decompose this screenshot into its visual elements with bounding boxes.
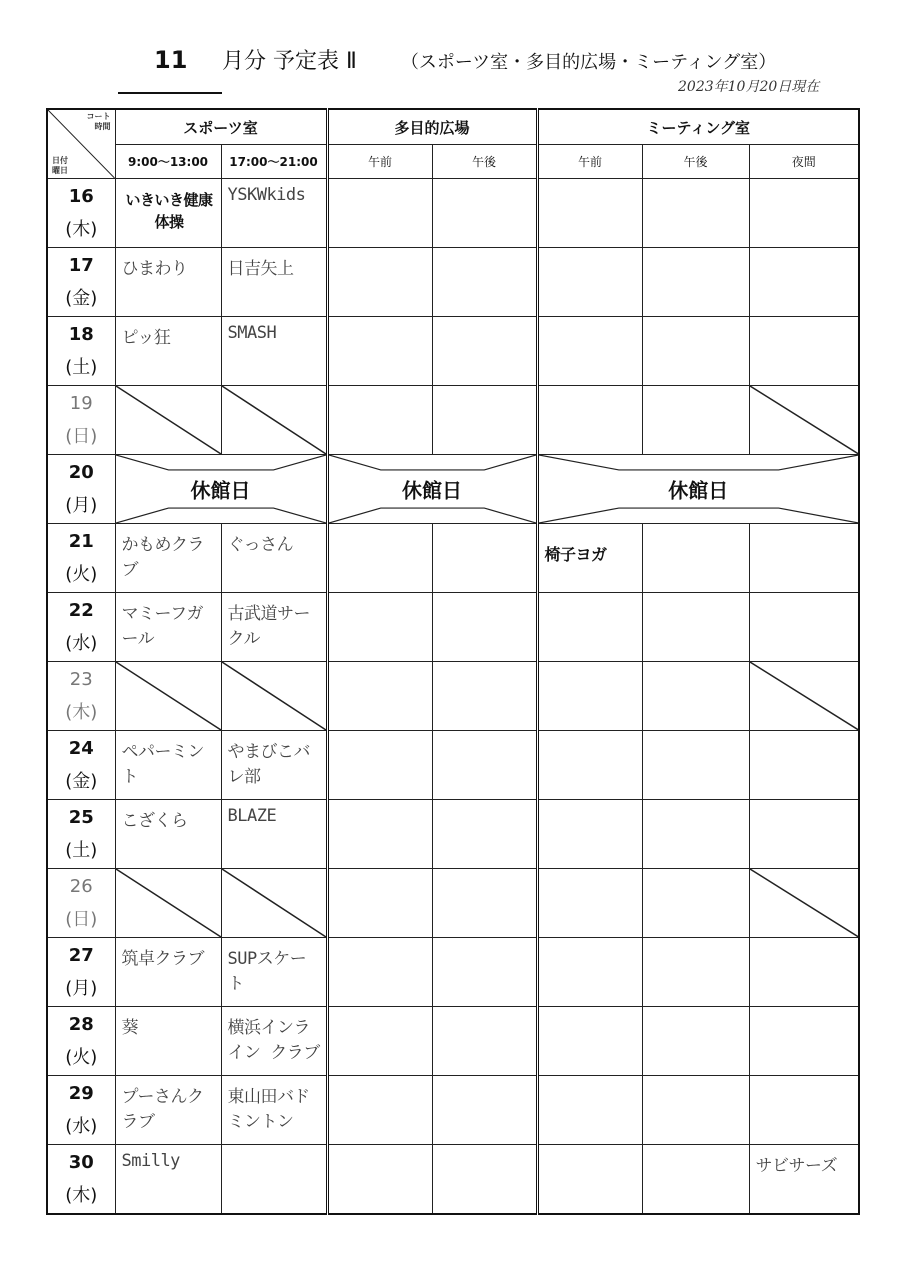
date-cell: [47, 1145, 115, 1215]
time-multi-am: 午前: [327, 145, 432, 179]
corner-header: [47, 109, 115, 179]
cell-sports-morning: [115, 1145, 221, 1215]
slash-mark: [750, 869, 859, 937]
cell-meeting-pm: [642, 317, 749, 386]
day-row: [47, 593, 859, 662]
cell-meeting-pm: [642, 1007, 749, 1076]
booking-entry: 椅子ヨガ: [544, 545, 607, 564]
date-number: 20: [68, 462, 94, 483]
date-cell: [47, 1076, 115, 1145]
cell-meeting-pm: [642, 800, 749, 869]
closed-multipurpose: [327, 455, 537, 524]
day-of-week: (水): [65, 1116, 98, 1137]
booking-entry: BLAZE: [227, 806, 277, 826]
day-of-week: (火): [65, 1047, 98, 1068]
cell-multi-am: [327, 248, 432, 317]
cell-meeting-night: [749, 593, 859, 662]
date-cell: [47, 593, 115, 662]
date-number: 22: [68, 600, 94, 621]
cell-sports-morning: [115, 317, 221, 386]
cell-multi-am: [327, 179, 432, 248]
cell-meeting-am: [537, 317, 642, 386]
date-cell: [47, 524, 115, 593]
cell-meeting-pm: [642, 524, 749, 593]
day-row: [47, 386, 859, 455]
cell-sports-morning: [115, 662, 221, 731]
cell-multi-am: [327, 524, 432, 593]
booking-entry: 葵: [121, 1018, 138, 1038]
day-row: [47, 455, 859, 524]
cell-meeting-am: [537, 800, 642, 869]
cell-sports-evening: [221, 1145, 327, 1215]
booking-entry: いきいき健康体操: [125, 191, 213, 231]
date-number: 28: [68, 1014, 94, 1035]
slash-mark: [750, 662, 859, 730]
cell-meeting-night: [749, 938, 859, 1007]
day-row: [47, 179, 859, 248]
day-row: [47, 1076, 859, 1145]
cell-multi-am: [327, 731, 432, 800]
cell-multi-pm: [432, 1145, 537, 1215]
cell-sports-morning: [115, 524, 221, 593]
time-meeting-am: 午前: [537, 145, 642, 179]
cell-meeting-night: [749, 524, 859, 593]
booking-entry: 東山田バドミントン: [227, 1087, 310, 1132]
day-row: [47, 248, 859, 317]
booking-entry: YSKWkids: [227, 185, 306, 205]
date-cell: [47, 938, 115, 1007]
booking-entry: 横浜インライン クラブ: [227, 1018, 320, 1063]
day-row: [47, 800, 859, 869]
cell-meeting-am: [537, 1007, 642, 1076]
day-row: [47, 1007, 859, 1076]
month-underline: [118, 92, 222, 94]
day-of-week: (木): [65, 219, 98, 240]
schedule-table: [46, 108, 860, 1215]
as-of-date: 2023年10月20日現在: [678, 79, 820, 95]
date-number: 17: [68, 255, 94, 276]
page-title: [118, 44, 776, 75]
date-number: 26: [69, 876, 93, 897]
day-row: [47, 317, 859, 386]
day-row: [47, 662, 859, 731]
date-cell: [47, 386, 115, 455]
booking-entry: かもめクラブ: [121, 535, 204, 580]
time-sports-morning: 9:00〜13:00: [115, 145, 221, 179]
cell-multi-pm: [432, 731, 537, 800]
cell-sports-evening: [221, 179, 327, 248]
cell-multi-am: [327, 938, 432, 1007]
closed-label: 休館日: [190, 478, 251, 503]
date-cell: [47, 662, 115, 731]
cell-meeting-am: [537, 524, 642, 593]
cell-sports-morning: [115, 938, 221, 1007]
cell-sports-morning: [115, 386, 221, 455]
cell-multi-am: [327, 386, 432, 455]
day-of-week: (金): [65, 288, 98, 309]
cell-meeting-pm: [642, 593, 749, 662]
cell-sports-evening: [221, 869, 327, 938]
date-number: 23: [69, 669, 93, 690]
day-of-week: (木): [65, 702, 98, 723]
cell-meeting-am: [537, 179, 642, 248]
cell-meeting-pm: [642, 938, 749, 1007]
cell-sports-morning: [115, 248, 221, 317]
group-meeting-room: ミーティング室: [537, 109, 859, 145]
title-label: 月分 予定表 Ⅱ: [222, 49, 357, 74]
date-cell: [47, 869, 115, 938]
booking-entry: やまびこバレ部: [227, 742, 310, 787]
booking-entry: Smilly: [121, 1151, 180, 1171]
booking-entry: [222, 1145, 326, 1151]
day-row: [47, 524, 859, 593]
booking-entry: 古武道サークル: [227, 604, 310, 649]
cell-sports-morning: [115, 800, 221, 869]
cell-sports-evening: [221, 248, 327, 317]
slash-mark: [116, 662, 221, 730]
slash-mark: [222, 869, 326, 937]
date-cell: [47, 248, 115, 317]
slash-mark: [116, 869, 221, 937]
cell-meeting-night: [749, 179, 859, 248]
date-number: 24: [68, 738, 94, 759]
cell-multi-am: [327, 1007, 432, 1076]
cell-meeting-night: [749, 1076, 859, 1145]
cell-multi-pm: [432, 179, 537, 248]
cell-sports-evening: [221, 524, 327, 593]
cell-meeting-am: [537, 662, 642, 731]
cell-sports-evening: [221, 938, 327, 1007]
booking-entry: ぐっさん: [227, 535, 294, 555]
date-cell: [47, 1007, 115, 1076]
date-number: 18: [68, 324, 94, 345]
cell-meeting-am: [537, 1076, 642, 1145]
cell-multi-am: [327, 317, 432, 386]
booking-entry: SMASH: [227, 323, 277, 343]
group-sports-room: スポーツ室: [115, 109, 327, 145]
cell-multi-am: [327, 1076, 432, 1145]
cell-sports-morning: [115, 593, 221, 662]
day-of-week: (日): [65, 426, 98, 447]
cell-multi-pm: [432, 1007, 537, 1076]
cell-multi-am: [327, 800, 432, 869]
cell-meeting-pm: [642, 179, 749, 248]
date-cell: [47, 317, 115, 386]
cell-sports-morning: [115, 1076, 221, 1145]
cell-multi-pm: [432, 386, 537, 455]
cell-meeting-pm: [642, 386, 749, 455]
cell-sports-evening: [221, 662, 327, 731]
date-cell: [47, 455, 115, 524]
day-of-week: (土): [65, 840, 98, 861]
cell-sports-evening: [221, 731, 327, 800]
cell-multi-pm: [432, 662, 537, 731]
cell-meeting-am: [537, 938, 642, 1007]
cell-sports-morning: [115, 731, 221, 800]
booking-entry: ピッ狂: [121, 328, 171, 348]
cell-sports-morning: [115, 179, 221, 248]
slash-mark: [222, 386, 326, 454]
cell-meeting-pm: [642, 1145, 749, 1215]
cell-meeting-am: [537, 1145, 642, 1215]
date-number: 25: [68, 807, 94, 828]
day-of-week: (木): [65, 1185, 98, 1206]
booking-entry: ペパーミント: [121, 742, 204, 787]
cell-sports-evening: [221, 386, 327, 455]
closed-meeting: [537, 455, 859, 524]
date-cell: [47, 179, 115, 248]
day-row: [47, 731, 859, 800]
date-cell: [47, 800, 115, 869]
closed-label: 休館日: [402, 478, 462, 503]
booking-entry: マミーフガール: [121, 604, 203, 649]
date-number: 27: [68, 945, 94, 966]
cell-multi-pm: [432, 800, 537, 869]
cell-meeting-am: [537, 386, 642, 455]
cell-multi-pm: [432, 938, 537, 1007]
cell-meeting-pm: [642, 869, 749, 938]
cell-meeting-am: [537, 248, 642, 317]
cell-sports-morning: [115, 869, 221, 938]
cell-sports-evening: [221, 1007, 327, 1076]
cell-multi-pm: [432, 524, 537, 593]
cell-meeting-pm: [642, 1076, 749, 1145]
booking-entry: ひまわり: [121, 259, 188, 279]
cell-sports-evening: [221, 317, 327, 386]
corner-court-label: コート 時間: [86, 112, 111, 131]
cell-meeting-pm: [642, 248, 749, 317]
cell-sports-morning: [115, 1007, 221, 1076]
cell-meeting-night: [749, 731, 859, 800]
cell-multi-am: [327, 1145, 432, 1215]
closed-sports: [115, 455, 327, 524]
cell-multi-pm: [432, 248, 537, 317]
day-of-week: (日): [65, 909, 98, 930]
cell-meeting-night: [749, 248, 859, 317]
booking-entry: サビサーズ: [755, 1156, 838, 1176]
day-row: [47, 1145, 859, 1215]
date-number: 16: [68, 186, 94, 207]
booking-entry: 筑卓クラブ: [121, 949, 204, 969]
date-number: 19: [69, 393, 93, 414]
cell-meeting-am: [537, 593, 642, 662]
cell-multi-am: [327, 593, 432, 662]
cell-multi-pm: [432, 317, 537, 386]
cell-meeting-night: [749, 317, 859, 386]
cell-meeting-night: [749, 1145, 859, 1215]
day-row: [47, 869, 859, 938]
day-of-week: (金): [65, 771, 98, 792]
time-meeting-pm: 午後: [642, 145, 749, 179]
cell-sports-evening: [221, 1076, 327, 1145]
cell-meeting-night: [749, 1007, 859, 1076]
day-of-week: (土): [65, 357, 98, 378]
date-cell: [47, 731, 115, 800]
group-multipurpose: 多目的広場: [327, 109, 537, 145]
corner-date-label: 日付 曜日: [52, 156, 68, 175]
cell-meeting-night: [749, 800, 859, 869]
day-of-week: (月): [65, 978, 98, 999]
cell-meeting-pm: [642, 731, 749, 800]
cell-meeting-night: [749, 662, 859, 731]
time-sports-evening: 17:00〜21:00: [221, 145, 327, 179]
booking-entry: SUPスケート: [227, 949, 307, 994]
booking-entry: こざくら: [121, 811, 188, 831]
booking-entry: 日吉矢上: [227, 259, 294, 279]
time-meeting-night: 夜間: [749, 145, 859, 179]
slash-mark: [750, 386, 859, 454]
cell-meeting-night: [749, 386, 859, 455]
closed-label: 休館日: [668, 478, 729, 503]
date-number: 29: [68, 1083, 94, 1104]
booking-entry: プーさんクラブ: [121, 1087, 204, 1132]
cell-multi-pm: [432, 869, 537, 938]
cell-meeting-night: [749, 869, 859, 938]
day-of-week: (水): [65, 633, 98, 654]
cell-multi-am: [327, 662, 432, 731]
cell-meeting-am: [537, 731, 642, 800]
cell-sports-evening: [221, 800, 327, 869]
cell-multi-pm: [432, 593, 537, 662]
day-row: [47, 938, 859, 1007]
slash-mark: [116, 386, 221, 454]
cell-meeting-pm: [642, 662, 749, 731]
month-number: 11: [154, 46, 188, 74]
cell-multi-am: [327, 869, 432, 938]
time-multi-pm: 午後: [432, 145, 537, 179]
cell-meeting-am: [537, 869, 642, 938]
rooms-subtitle: （スポーツ室・多目的広場・ミーティング室）: [400, 52, 777, 73]
date-number: 21: [68, 531, 94, 552]
day-of-week: (月): [65, 495, 98, 516]
cell-sports-evening: [221, 593, 327, 662]
date-number: 30: [68, 1152, 94, 1173]
slash-mark: [222, 662, 326, 730]
day-of-week: (火): [65, 564, 98, 585]
cell-multi-pm: [432, 1076, 537, 1145]
